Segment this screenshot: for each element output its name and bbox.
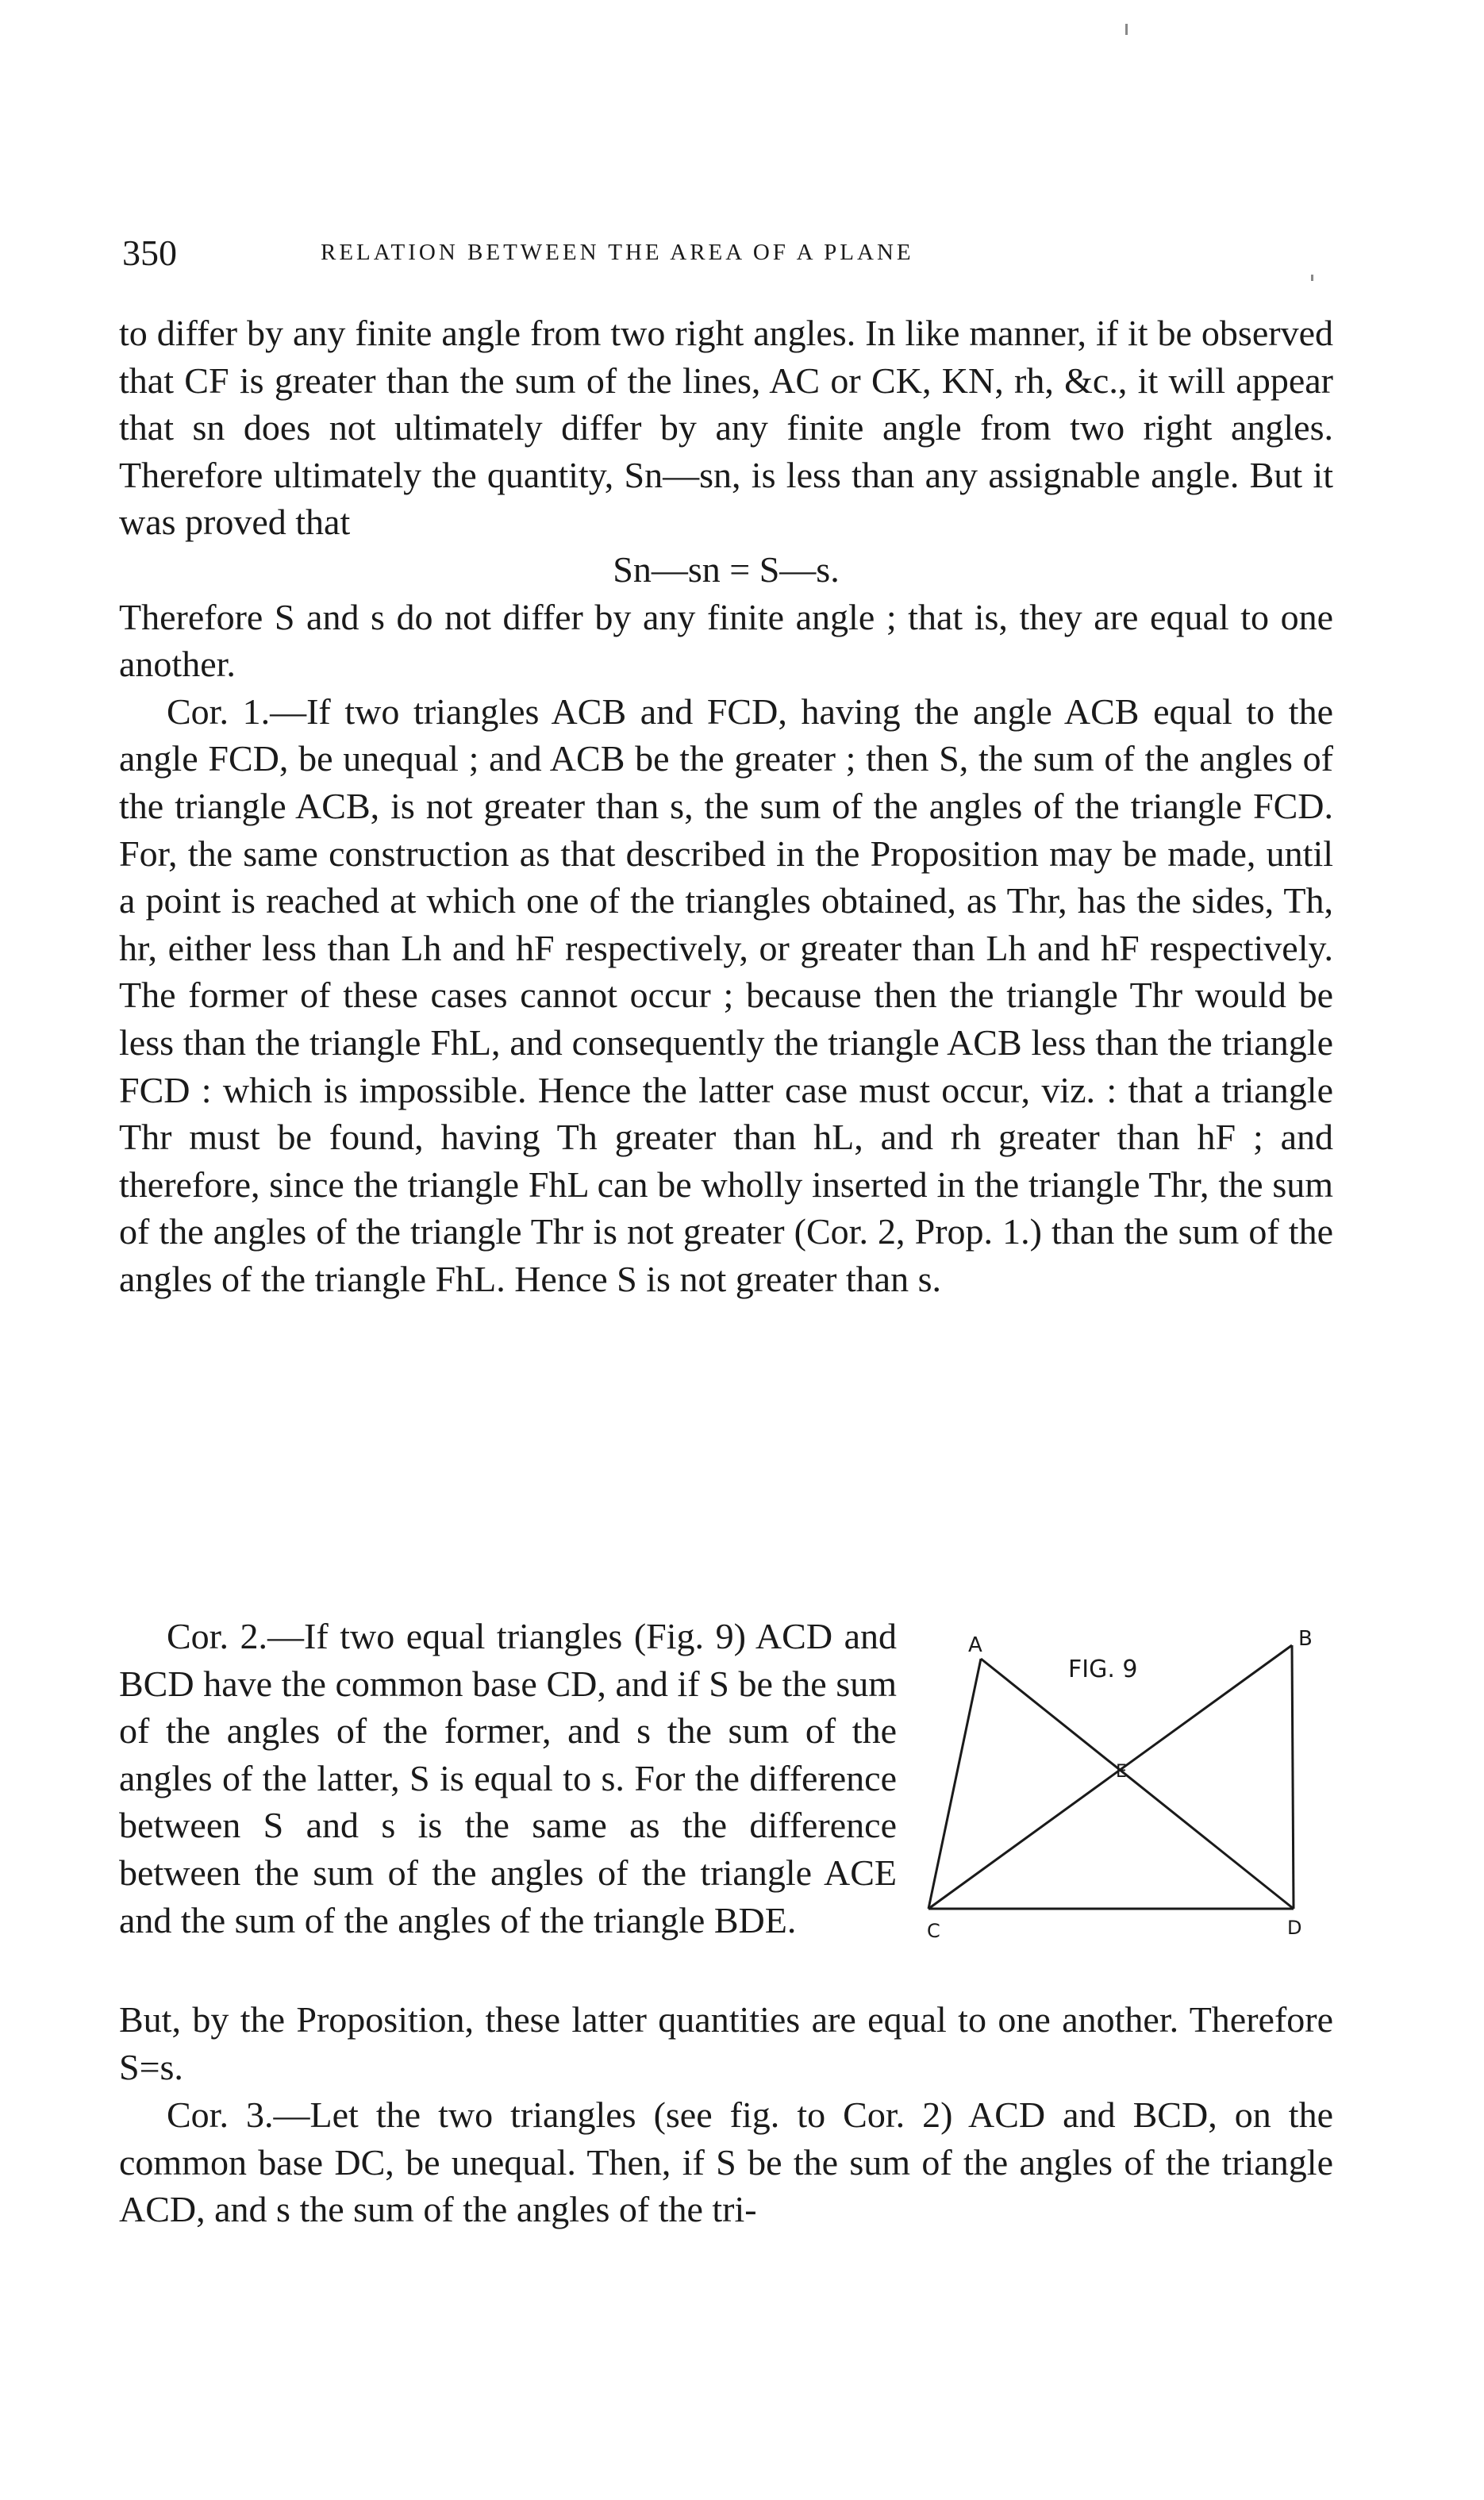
label-a: A: [968, 1633, 982, 1657]
scan-mark: [1311, 275, 1313, 281]
paragraph-corollary-2: Cor. 2.—If two equal triangles (Fig. 9) ACD and BCD have the common base CD, and if S be the sum of the angles of the former, and s the sum of the angles of the latter, S is equal to s. For the difference between S and s is the same as the difference between the sum of the angles of the triangle ACE and the sum of the angles of the triangle BDE.: [119, 1616, 897, 1940]
page-number: 350: [122, 233, 177, 273]
line-ac: [928, 1659, 981, 1909]
triangle-diagram: [913, 1607, 1325, 1980]
label-b: B: [1298, 1627, 1313, 1651]
paragraph-corollary-3: Cor. 3.—Let the two triangles (see fig. to Cor. 2) ACD and BCD, on the common base DC, be unequal. Then, if S be the sum of the angles of the triangle ACD, and s the sum of the angles of the tri-: [119, 2094, 1333, 2230]
running-head: RELATION BETWEEN THE AREA OF A PLANE: [321, 240, 914, 265]
line-bc: [928, 1645, 1292, 1909]
line-ad: [981, 1659, 1294, 1909]
figure-caption: FIG. 9: [1068, 1656, 1138, 1683]
equation: Sn—sn = S—s.: [613, 548, 840, 590]
paragraph: Therefore S and s do not differ by any finite angle ; that is, they are equal to one another.: [119, 596, 1333, 685]
label-c: C: [927, 1920, 940, 1942]
label-d: D: [1287, 1917, 1302, 1939]
corollary-2-continued: [119, 1996, 1333, 2090]
paragraph: to differ by any finite angle from two right angles. In like manner, if it be observed that CF is greater than the sum of the lines, AC or CK, KN, rh, &c., it will appear that sn does not ultimately differ by any finite angle from two right angles. Therefore ultimately the quantity, Sn—sn, is less than any assignable angle. But it was proved that: [119, 313, 1333, 543]
corollary-3-block: [119, 2091, 1333, 2233]
page-header: [122, 232, 1328, 271]
corollary-2-block: [119, 1613, 897, 1944]
paragraph: But, by the Proposition, these latter quantities are equal to one another. Therefore S=s.: [119, 1999, 1333, 2087]
main-text-block: [119, 310, 1333, 1302]
figure-9: [913, 1607, 1325, 1980]
line-bd: [1292, 1645, 1294, 1909]
label-e: E: [1116, 1762, 1127, 1782]
scan-mark: [1125, 24, 1128, 35]
paragraph-corollary-1: Cor. 1.—If two triangles ACB and FCD, having the angle ACB equal to the angle FCD, be unequal ; and ACB be the greater ; then S, the sum of the angles of the triangle ACB, is not greater than s, the sum of the angles of the triangle FCD. For, the same construction as that described in the Proposition may be made, until a point is reached at which one of the triangles obtained, as Thr, has the sides, Th, hr, either less than Lh and hF respectively, or greater than Lh and hF respectively. The former of these cases cannot occur ; because then the triangle Thr would be less than the triangle FhL, and consequently the triangle ACB less than the triangle FCD : which is impossible. Hence the latter case must occur, viz. : that a triangle Thr must be found, having Th greater than hL, and rh greater than hF ; and therefore, since the triangle FhL can be wholly inserted in the triangle Thr, the sum of the angles of the triangle Thr is not greater (Cor. 2, Prop. 1.) than the sum of the angles of the triangle FhL. Hence S is not greater than s.: [119, 690, 1333, 1299]
